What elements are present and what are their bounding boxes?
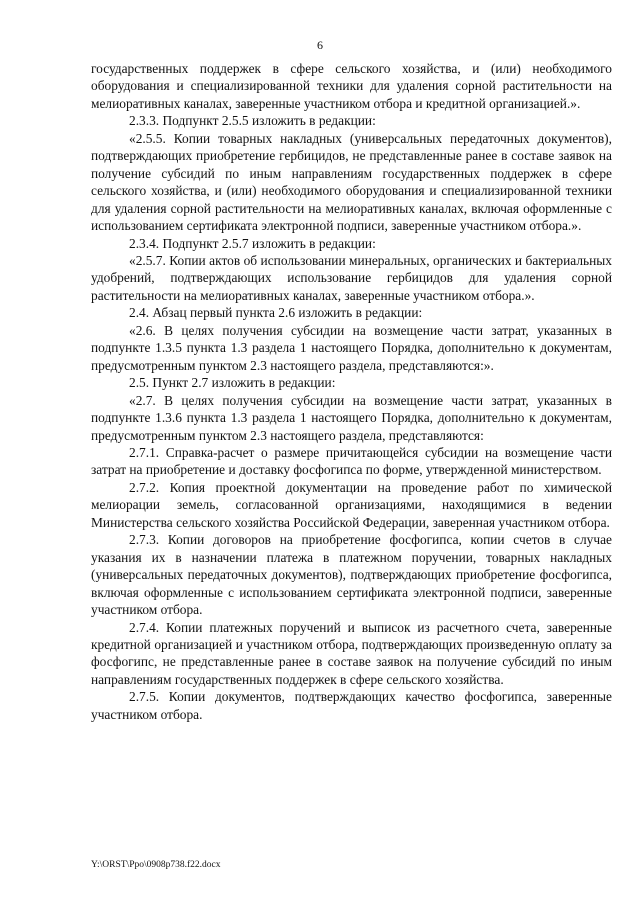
paragraph: 2.3.3. Подпункт 2.5.5 изложить в редакции: [129, 113, 376, 129]
paragraph: «2.7. В целях получения субсидии на возмещение части затрат, указанных в подпункте 1.3.6 пункта 1.3 раздела 1 настоящего Порядка, дополнительно к документам, предусмотренным пунктом 2.3 настоящего раздела, представляются: [91, 392, 612, 443]
paragraph: 2.4. Абзац первый пункта 2.6 изложить в редакции: [129, 305, 423, 321]
paragraph: государственных поддержек в сфере сельского хозяйства, и (или) необходимого оборудования и специализированной техники для удаления сорной растительности на мелиоративных каналах, заверенные участником отбора и кредитной организацией.». [91, 61, 612, 111]
footer-file-path: Y:\ORST\Ppo\0908p738.f22.docx [91, 860, 221, 870]
paragraph: 2.7.2. Копия проектной документации на проведение работ по химической мелиорации земель, согласованной организациями, находящимися в ведении Министерства сельского хозяйства Российской Федерации, заверенная участником отбора. [91, 479, 612, 530]
paragraph: «2.6. В целях получения субсидии на возмещение части затрат, указанных в подпункте 1.3.5 пункта 1.3 раздела 1 настоящего Порядка, дополнительно к документам, предусмотренным пунктом 2.3 настоящего раздела, представляются:». [91, 322, 612, 373]
page-number: 6 [317, 38, 323, 52]
paragraph: 2.7.5. Копии документов, подтверждающих качество фосфогипса, заверенные участником отбора. [91, 689, 612, 722]
paragraph: 2.7.4. Копии платежных поручений и выписок из расчетного счета, заверенные кредитной организацией и участником отбора, подтверждающих произведенную оплату за фосфогипс, не представленные ранее в составе заявок на получение субсидий по иным направлениям государственных поддержек в сфере сельского хозяйства. [91, 619, 612, 687]
paragraph: 2.3.4. Подпункт 2.5.7 изложить в редакции: [129, 235, 376, 251]
document-body [91, 60, 612, 723]
paragraph: 2.5. Пункт 2.7 изложить в редакции: [129, 375, 336, 391]
paragraph: «2.5.5. Копии товарных накладных (универсальных передаточных документов), подтверждающих приобретение гербицидов, не представленные ранее в составе заявок на получение субсидий по иным направлениям государственных поддержек в сфере сельского хозяйства, и (или) необходимого оборудования и специализированной техники для удаления сорной растительности на мелиоративных каналах, включая оформленные с использованием сертификата электронной подписи, заверенные участником отбора.». [91, 130, 612, 234]
paragraph: 2.7.3. Копии договоров на приобретение фосфогипса, копии счетов в случае указания их в назначении платежа в платежном поручении, товарных накладных (универсальных передаточных документов), подтверждающих приобретение фосфогипса, включая оформленные с использованием сертификата электронной подписи, заверенные участником отбора. [91, 532, 612, 618]
paragraph: 2.7.1. Справка-расчет о размере причитающейся субсидии на возмещение части затрат на приобретение и доставку фосфогипса по форме, утвержденной министерством. [91, 444, 612, 478]
paragraph: «2.5.7. Копии актов об использовании минеральных, органических и бактериальных удобрений, подтверждающих использование гербицидов для удаления сорной растительности на мелиоративных каналах, заверенные участником отбора.». [91, 252, 612, 303]
